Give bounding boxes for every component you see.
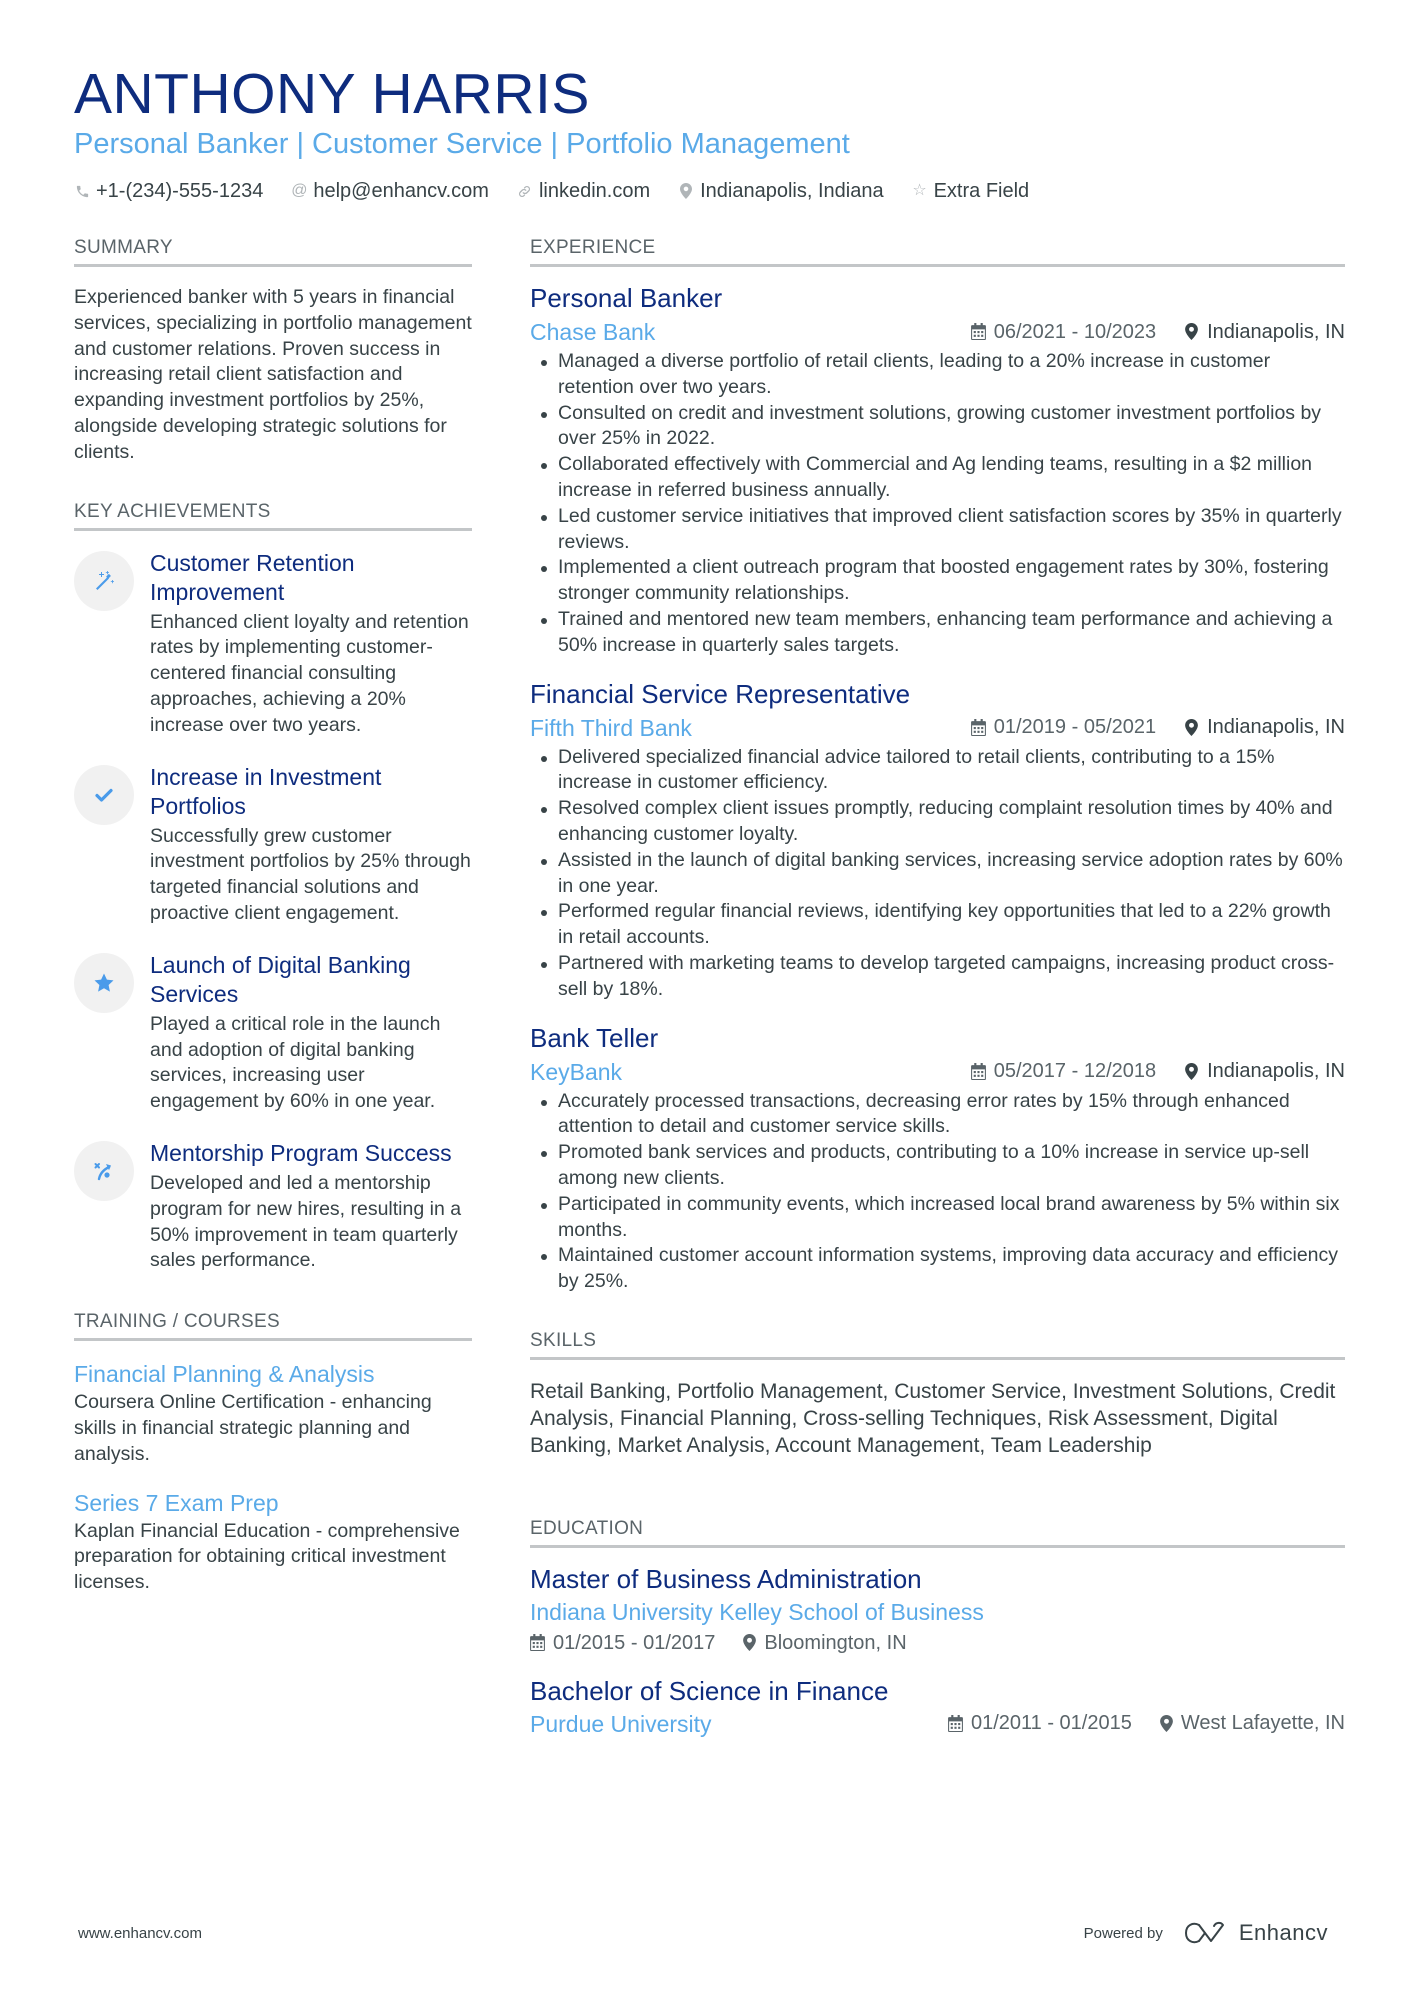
candidate-name: ANTHONY HARRIS	[74, 62, 590, 126]
job-entry	[530, 1021, 1345, 1295]
enhancv-logo-icon	[1183, 1921, 1227, 1945]
contact-bar	[74, 178, 1344, 204]
training-section	[74, 1310, 472, 1596]
job-bullet: Assisted in the launch of digital banking services, increasing service adoption rates by 60% in one year.	[530, 848, 1345, 900]
course-item	[74, 1488, 472, 1596]
job-dates-text: 01/2019 - 05/2021	[993, 716, 1157, 739]
job-dates	[971, 713, 1156, 741]
job-bullet: Participated in community events, which increased local brand awareness by 5% within six months.	[530, 1192, 1345, 1244]
education-section	[530, 1517, 1345, 1740]
contact-email-text[interactable]: help@enhancv.com	[313, 180, 489, 202]
job-entry	[530, 281, 1345, 659]
contact-extra-text: Extra Field	[933, 180, 1030, 202]
section-title-achievements: KEY ACHIEVEMENTS	[74, 500, 472, 531]
job-title: Personal Banker	[530, 283, 723, 313]
job-bullet: Collaborated effectively with Commercial and Ag lending teams, resulting in a $2 million increase in referred business annually.	[530, 452, 1345, 504]
education-entry	[530, 1674, 1345, 1740]
calendar-icon	[971, 1063, 986, 1080]
skills-section	[530, 1329, 1345, 1459]
powered-by	[1084, 1920, 1328, 1946]
skills-text: Retail Banking, Portfolio Management, Customer Service, Investment Solutions, Credit Analysis, Financial Planning, Cross-selling Techniques, Risk Assessment, Digital Banking, Market Analysis, Account Management, Team Leadership	[530, 1379, 1336, 1457]
education-location	[743, 1628, 906, 1658]
achievement-title: Mentorship Program Success	[150, 1139, 452, 1166]
achievement-title: Launch of Digital Banking Services	[150, 951, 411, 1007]
job-dates	[971, 318, 1156, 346]
job-bullet: Accurately processed transactions, decreasing error rates by 15% through enhanced attention to detail and customer service skills.	[530, 1089, 1345, 1141]
job-bullets	[530, 745, 1345, 1003]
location-icon	[1184, 1063, 1199, 1080]
achievement-item	[74, 1139, 472, 1274]
job-bullet: Consulted on credit and investment solutions, growing customer investment portfolios by over 25% in 2022.	[530, 401, 1345, 453]
job-bullet: Resolved complex client issues promptly, reducing complaint resolution times by 40% and enhancing customer loyalty.	[530, 796, 1345, 848]
job-dates-text: 06/2021 - 10/2023	[993, 320, 1157, 343]
education-school: Purdue University	[530, 1710, 712, 1737]
job-bullet: Managed a diverse portfolio of retail clients, leading to a 20% increase in customer retention over two years.	[530, 349, 1345, 401]
job-bullets	[530, 349, 1345, 659]
course-title: Financial Planning & Analysis	[74, 1361, 375, 1388]
course-title: Series 7 Exam Prep	[74, 1489, 279, 1516]
section-title-experience: EXPERIENCE	[530, 236, 1345, 267]
contact-extra	[912, 178, 1030, 204]
course-item	[74, 1359, 472, 1467]
link-icon	[517, 184, 533, 199]
section-title-summary: SUMMARY	[74, 236, 472, 267]
contact-linkedin-text[interactable]: linkedin.com	[538, 180, 651, 202]
job-dates	[971, 1057, 1156, 1085]
education-degree: Master of Business Administration	[530, 1563, 922, 1594]
location-icon	[1184, 719, 1199, 736]
contact-phone-text: +1-(234)-555-1234	[96, 180, 264, 202]
job-bullet: Promoted bank services and products, contributing to a 10% increase in service up-sell among new clients.	[530, 1140, 1345, 1192]
job-dates-text: 05/2017 - 12/2018	[993, 1060, 1157, 1083]
powered-by-label: Powered by	[1083, 1924, 1163, 1942]
achievement-text: Developed and led a mentorship program for new hires, resulting in a 50% improvement in team quarterly sales performance.	[150, 1171, 462, 1272]
page-footer	[78, 1920, 1328, 1946]
job-company: KeyBank	[530, 1058, 623, 1085]
location-icon	[1160, 1715, 1173, 1732]
job-bullet: Performed regular financial reviews, identifying key opportunities that led to a 22% growth in retail accounts.	[530, 899, 1345, 951]
job-title: Bank Teller	[530, 1022, 659, 1053]
education-location-text: West Lafayette, IN	[1180, 1712, 1345, 1735]
job-location	[1184, 1057, 1345, 1085]
achievement-item	[74, 763, 472, 927]
candidate-headline: Personal Banker | Customer Service | Portfolio Management	[74, 128, 850, 160]
location-icon	[678, 183, 694, 199]
summary-section	[74, 236, 472, 466]
contact-location	[678, 178, 883, 204]
job-location-text: Indianapolis, IN	[1207, 716, 1345, 739]
achievement-text: Enhanced client loyalty and retention rates by implementing customer-centered financial consulting approaches, achieving a 20% increase over two years.	[150, 610, 469, 736]
resume-header	[74, 62, 1344, 204]
calendar-icon	[530, 1634, 545, 1651]
section-title-education: EDUCATION	[530, 1517, 1345, 1548]
strategy-icon	[74, 1141, 134, 1201]
education-school: Indiana University Kelley School of Business	[530, 1598, 984, 1625]
summary-text: Experienced banker with 5 years in financial services, specializing in portfolio management and customer relations. Proven success in increasing retail client satisfaction and expanding investment portfolios by 25%, alongside developing strategic solutions for clients.	[74, 286, 472, 463]
job-location-text: Indianapolis, IN	[1207, 320, 1345, 343]
achievement-title: Customer Retention Improvement	[150, 549, 355, 605]
course-text: Kaplan Financial Education - comprehensive preparation for obtaining critical investment licenses.	[74, 1519, 460, 1594]
job-bullet: Delivered specialized financial advice tailored to retail clients, contributing to a 15% increase in customer efficiency.	[530, 745, 1345, 797]
footer-url[interactable]: www.enhancv.com	[78, 1924, 202, 1942]
job-company: Fifth Third Bank	[530, 714, 692, 741]
right-column	[530, 236, 1345, 1756]
contact-location-text: Indianapolis, Indiana	[700, 180, 884, 202]
achievement-text: Successfully grew customer investment portfolios by 25% through targeted financial solutions and proactive client engagement.	[150, 824, 471, 924]
experience-section	[530, 236, 1345, 1295]
education-entry	[530, 1562, 1345, 1658]
achievement-item	[74, 951, 472, 1115]
job-entry	[530, 677, 1345, 1003]
section-title-training: TRAINING / COURSES	[74, 1310, 472, 1341]
calendar-icon	[948, 1715, 963, 1732]
education-location	[1160, 1708, 1345, 1738]
achievements-section	[74, 500, 472, 1275]
star-icon: ☆	[912, 182, 927, 199]
calendar-icon	[971, 323, 986, 340]
calendar-icon	[971, 719, 986, 736]
job-bullets	[530, 1089, 1345, 1295]
job-company: Chase Bank	[530, 319, 656, 345]
left-column	[74, 236, 472, 1616]
contact-email[interactable]	[291, 178, 489, 204]
job-bullet: Maintained customer account information systems, improving data accuracy and efficiency by 25%.	[530, 1243, 1345, 1295]
contact-phone	[74, 178, 263, 204]
location-icon	[743, 1634, 756, 1651]
job-location	[1184, 318, 1345, 346]
job-location-text: Indianapolis, IN	[1207, 1060, 1345, 1083]
achievement-item	[74, 549, 472, 739]
achievement-title: Increase in Investment Portfolios	[150, 763, 382, 819]
education-dates	[530, 1628, 715, 1658]
section-title-skills: SKILLS	[530, 1329, 1345, 1360]
location-icon	[1184, 323, 1199, 340]
achievement-text: Played a critical role in the launch and adoption of digital banking services, increasing user engagement by 60% in one year.	[150, 1012, 441, 1113]
education-dates	[948, 1708, 1132, 1738]
job-bullet: Led customer service initiatives that improved client satisfaction scores by 35% in quarterly reviews.	[530, 504, 1345, 556]
checkmark-icon	[74, 765, 134, 825]
education-degree: Bachelor of Science in Finance	[530, 1675, 889, 1706]
education-dates-text: 01/2015 - 01/2017	[553, 1631, 716, 1654]
at-icon: @	[291, 182, 308, 199]
brand-name: Enhancv	[1238, 1920, 1328, 1945]
job-bullet: Implemented a client outreach program that boosted engagement rates by 30%, fostering stronger community relationships.	[530, 555, 1345, 607]
job-location	[1184, 713, 1345, 741]
magic-wand-icon	[74, 551, 134, 611]
course-text: Coursera Online Certification - enhancing skills in financial strategic planning and analysis.	[74, 1391, 432, 1465]
phone-icon	[74, 184, 90, 199]
enhancv-brand[interactable]	[1183, 1920, 1328, 1946]
star-icon	[74, 953, 134, 1013]
education-dates-text: 01/2011 - 01/2015	[970, 1712, 1132, 1735]
job-title: Financial Service Representative	[530, 678, 911, 709]
contact-linkedin[interactable]	[517, 178, 650, 204]
job-bullet: Partnered with marketing teams to develop targeted campaigns, increasing product cross-sell by 18%.	[530, 951, 1345, 1003]
job-bullet: Trained and mentored new team members, enhancing team performance and achieving a 50% increase in quarterly sales targets.	[530, 607, 1345, 659]
education-location-text: Bloomington, IN	[764, 1631, 907, 1654]
